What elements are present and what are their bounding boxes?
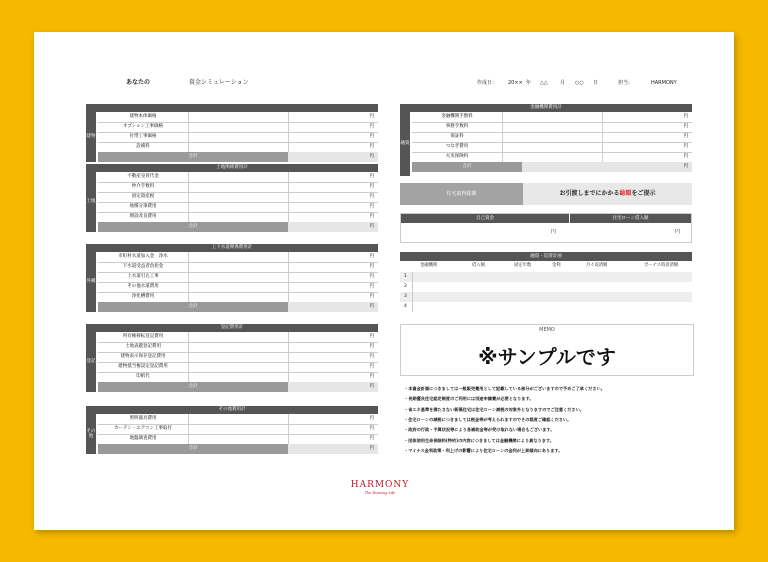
note-line: ・本資金計画につきましては一般販売費用として記載している部分がございますので予めご了承ください。 xyxy=(404,386,605,391)
total-value-cell xyxy=(288,444,378,454)
cell-divider xyxy=(502,112,503,122)
cell-divider xyxy=(288,282,289,292)
cell-divider xyxy=(188,142,189,152)
cell-divider xyxy=(502,132,503,142)
cell-divider xyxy=(188,192,189,202)
yen-unit: 円 xyxy=(369,194,374,199)
loan-fee-label: 金融機関手数料 xyxy=(441,114,473,119)
cost-block xyxy=(86,406,378,454)
yen-unit: 円 xyxy=(369,284,374,289)
cost-row-label: 不動産売買代金 xyxy=(127,174,159,179)
yen-unit: 円 xyxy=(369,354,374,359)
yen-unit: 円 xyxy=(369,264,374,269)
cell-divider xyxy=(502,122,503,132)
cost-row-label: 地積分筆費用 xyxy=(129,204,157,209)
month-value: △△ xyxy=(540,80,548,86)
cell-divider xyxy=(412,282,413,292)
yen-unit: 円 xyxy=(683,124,688,129)
cost-row-label: 所有権移転登記費用 xyxy=(122,334,164,339)
cell-divider xyxy=(412,292,413,302)
cell-divider xyxy=(288,212,289,222)
cell-divider xyxy=(288,192,289,202)
cell-divider xyxy=(602,142,603,152)
cost-block xyxy=(86,104,378,162)
cell-divider xyxy=(602,122,603,132)
total-label: 合計 xyxy=(98,382,288,392)
own-funds-header: 自己資金 xyxy=(401,214,569,223)
cost-total-row xyxy=(98,302,378,312)
cost-total-row xyxy=(98,382,378,392)
repayment-row-number: 2 xyxy=(404,284,407,289)
yen-unit: 円 xyxy=(369,144,374,149)
banner-left-label: 住宅取得総額 xyxy=(400,183,523,205)
cost-block-side-label: 登記 xyxy=(86,332,96,392)
cell-divider xyxy=(188,352,189,362)
note-line: ・政府の行政・予算状況等により各補助金等が受け取れない場合もございます。 xyxy=(404,427,555,433)
cell-divider xyxy=(188,172,189,182)
yen-unit: 円 xyxy=(369,134,374,139)
cell-divider xyxy=(188,262,189,272)
total-value-cell xyxy=(288,222,378,232)
cost-row-label: 付帯工事価格 xyxy=(129,134,157,139)
banner-text-post: をご提示 xyxy=(631,190,656,197)
cost-row-label: カーテン・エアコン工事取付 xyxy=(113,426,173,431)
repayment-row-number: 4 xyxy=(404,304,407,309)
cost-block-title: その他費用計 xyxy=(86,406,378,414)
cell-divider xyxy=(602,152,603,162)
cell-divider xyxy=(188,434,189,444)
cost-block-side-label: その他 xyxy=(86,414,96,454)
cell-divider xyxy=(188,342,189,352)
banner-right-text xyxy=(523,183,692,205)
cell-divider xyxy=(288,182,289,192)
cost-row-label: オプション工事価格 xyxy=(122,124,164,129)
yen-unit: 円 xyxy=(369,384,374,389)
total-value-cell xyxy=(288,302,378,312)
cell-divider xyxy=(188,132,189,142)
year-suffix: 年 xyxy=(526,80,532,86)
cell-divider xyxy=(188,424,189,434)
cost-row-label: 土地表題登記費用 xyxy=(125,344,161,349)
yen-unit: 円 xyxy=(369,274,374,279)
repayment-column-header: 金利 xyxy=(552,263,561,268)
cell-divider xyxy=(502,142,503,152)
repayment-row-number: 1 xyxy=(404,274,407,279)
cell-divider xyxy=(188,332,189,342)
yen-unit: 円 xyxy=(369,294,374,299)
yen-unit: 円 xyxy=(369,214,374,219)
cost-row-label: 浄化槽費用 xyxy=(131,294,155,299)
loan-fee-label: 事務手数料 xyxy=(445,124,469,129)
cost-block xyxy=(86,324,378,392)
total-label: 合計 xyxy=(98,222,288,232)
sample-watermark: ※サンプルです xyxy=(478,345,616,369)
yen-unit: 円 xyxy=(683,134,688,139)
cell-divider xyxy=(288,292,289,302)
yen-unit: 円 xyxy=(369,304,374,309)
cost-block-title: 登記費用計 xyxy=(86,324,378,332)
banner-text-red: 総額 xyxy=(619,190,632,197)
cell-divider xyxy=(188,212,189,222)
cell-divider xyxy=(188,272,189,282)
yen-unit: 円 xyxy=(369,364,374,369)
note-line: ・住宅ローンの減税につきましては税金等が考えられますのでその都度ご確認ください。 xyxy=(404,416,572,422)
yen-unit: 円 xyxy=(683,164,688,169)
day-suffix: 日 xyxy=(593,80,599,86)
total-label: 合計 xyxy=(98,444,288,454)
cell-divider xyxy=(288,142,289,152)
cost-block-title xyxy=(86,104,378,112)
cell-divider xyxy=(188,122,189,132)
yen-unit: 円 xyxy=(369,254,374,259)
note-line: ・マイナス金利政策・利上げの影響により住宅ローンの金利が上昇傾向にあります。 xyxy=(404,447,563,453)
cell-divider xyxy=(412,302,413,312)
cost-row-label: 照明器具費用 xyxy=(129,416,157,421)
yen-unit: 円 xyxy=(369,446,374,451)
cost-block xyxy=(86,244,378,312)
banner-text-pre: お引渡しまでにかかる xyxy=(559,190,620,197)
cell-divider xyxy=(188,182,189,192)
total-value-cell xyxy=(288,382,378,392)
loan-fee-title: 金融機関費用計 xyxy=(400,104,692,112)
cost-block-title: 上下水道関係費用計 xyxy=(86,244,378,252)
yen-unit: 円 xyxy=(369,436,374,441)
document-title: 資金シミュレーション xyxy=(189,79,249,86)
cell-divider xyxy=(188,282,189,292)
note-line: ・省エネ基準を満たさない新築住宅は住宅ローン減税の対象外となりますのでご注意ください。 xyxy=(404,406,584,412)
cost-row-label: 建物本体価格 xyxy=(129,114,157,119)
note-line: ・長期優良住宅認定制度のご利用には別途申請費が必要となります。 xyxy=(404,396,534,402)
cell-divider xyxy=(188,252,189,262)
cost-total-row xyxy=(98,222,378,232)
repayment-column-header: 月々返済額 xyxy=(586,263,608,268)
cost-total-row xyxy=(98,152,378,162)
loan-fee-label: 保証料 xyxy=(450,134,464,139)
cost-row-label: 建物抵当権設定登記費用 xyxy=(118,364,168,369)
total-value-cell xyxy=(522,162,692,172)
cost-row-label: 印紙代 xyxy=(136,374,150,379)
cell-divider xyxy=(288,272,289,282)
total-label: 合計 xyxy=(98,152,288,162)
repayment-column-header: 金融機関 xyxy=(420,263,438,268)
cost-row-label: 市町村水道加入金 浄水 xyxy=(118,254,168,259)
cell-divider xyxy=(288,414,289,424)
yen-unit: 円 xyxy=(683,114,688,119)
cost-block xyxy=(86,164,378,232)
cost-row-label: 上水道引込工事 xyxy=(127,274,159,279)
cell-divider xyxy=(288,352,289,362)
loan-amount-header: 住宅ローン借入額 xyxy=(570,214,691,223)
cell-divider xyxy=(188,292,189,302)
yen-unit: 円 xyxy=(369,426,374,431)
cell-divider xyxy=(288,342,289,352)
yen-unit: 円 xyxy=(369,174,374,179)
loan-amount-yen: 円 xyxy=(675,229,681,235)
total-label: 合計 xyxy=(412,162,522,172)
loan-fee-total-row xyxy=(412,162,692,172)
repayment-row xyxy=(400,302,692,312)
logo-name: HARMONY xyxy=(350,480,410,490)
cost-row-label: 下水道受益者負担金 xyxy=(122,264,164,269)
cost-row-label: 増設改良費用 xyxy=(129,214,157,219)
cell-divider xyxy=(188,362,189,372)
cell-divider xyxy=(288,332,289,342)
cost-row-label: 地盤調査費用 xyxy=(129,436,157,441)
repayment-row xyxy=(400,292,692,302)
cost-row-label: 仲介手数料 xyxy=(131,184,155,189)
repayment-column-header: ボーナス時返済額 xyxy=(644,263,679,268)
cell-divider xyxy=(288,172,289,182)
loan-fee-block xyxy=(400,104,692,176)
yen-unit: 円 xyxy=(683,144,688,149)
total-value-cell xyxy=(288,152,378,162)
cell-divider xyxy=(288,372,289,382)
date-label: 作成日： xyxy=(477,80,498,86)
name-label: あなたの xyxy=(126,79,151,86)
yen-unit: 円 xyxy=(369,154,374,159)
cost-row-label: その他水道費用 xyxy=(127,284,159,289)
cell-divider xyxy=(602,132,603,142)
cell-divider xyxy=(188,202,189,212)
yen-unit: 円 xyxy=(369,124,374,129)
loan-fee-label: つなぎ費用 xyxy=(445,144,469,149)
cell-divider xyxy=(288,122,289,132)
total-cost-banner xyxy=(400,183,692,205)
cell-divider xyxy=(288,132,289,142)
own-funds-yen: 円 xyxy=(551,229,557,235)
cell-divider xyxy=(188,112,189,122)
repayment-plan-block xyxy=(400,252,692,316)
yen-unit: 円 xyxy=(369,204,374,209)
memo-box xyxy=(400,324,694,376)
owner-value: HARMONY xyxy=(651,80,677,86)
repayment-plan-title: 融資・返済計画 xyxy=(400,252,692,261)
repayment-row xyxy=(400,282,692,292)
cost-block-side-label: 建物 xyxy=(86,112,96,162)
yen-unit: 円 xyxy=(369,224,374,229)
cost-row-label: 建物表示保存登記費用 xyxy=(120,354,166,359)
cell-divider xyxy=(602,112,603,122)
cell-divider xyxy=(288,434,289,444)
day-value: ○○ xyxy=(575,80,584,86)
yen-unit: 円 xyxy=(369,374,374,379)
note-line: ・団体信用生命保険料(特約)の内容につきましては金融機関により異なります。 xyxy=(404,437,554,443)
cell-divider xyxy=(288,262,289,272)
cell-divider xyxy=(412,272,413,282)
cell-divider xyxy=(288,112,289,122)
cost-block-side-label: 土地 xyxy=(86,172,96,232)
yen-unit: 円 xyxy=(369,114,374,119)
repayment-column-header: 固定年数 xyxy=(514,263,532,268)
loan-fee-label: 火災保険料 xyxy=(445,154,469,159)
cell-divider xyxy=(288,202,289,212)
harmony-logo xyxy=(330,480,430,495)
repayment-column-header: 借入額 xyxy=(472,263,485,268)
yen-unit: 円 xyxy=(369,416,374,421)
cost-block-title: 土地関係費用計 xyxy=(86,164,378,172)
memo-label: MEMO xyxy=(539,327,555,333)
yen-unit: 円 xyxy=(683,154,688,159)
repayment-row xyxy=(400,272,692,282)
funds-block xyxy=(400,213,692,243)
cell-divider xyxy=(288,252,289,262)
total-label: 合計 xyxy=(98,302,288,312)
cell-divider xyxy=(502,152,503,162)
cell-divider xyxy=(188,414,189,424)
yen-unit: 円 xyxy=(369,334,374,339)
cell-divider xyxy=(288,424,289,434)
loan-fee-side-label: 融資 xyxy=(400,112,410,176)
repayment-row-number: 3 xyxy=(404,294,407,299)
owner-label: 担当： xyxy=(618,80,634,86)
yen-unit: 円 xyxy=(369,184,374,189)
cell-divider xyxy=(288,362,289,372)
yen-unit: 円 xyxy=(369,344,374,349)
cost-row-label: 設備料 xyxy=(136,144,150,149)
month-suffix: 月 xyxy=(560,80,566,86)
cost-block-side-label: 外構 xyxy=(86,252,96,312)
logo-tagline: The Housing Life xyxy=(364,491,396,495)
cost-row-label: 固定資産税 xyxy=(131,194,155,199)
cell-divider xyxy=(188,372,189,382)
year-prefix: 20×× xyxy=(508,80,523,86)
cost-total-row xyxy=(98,444,378,454)
